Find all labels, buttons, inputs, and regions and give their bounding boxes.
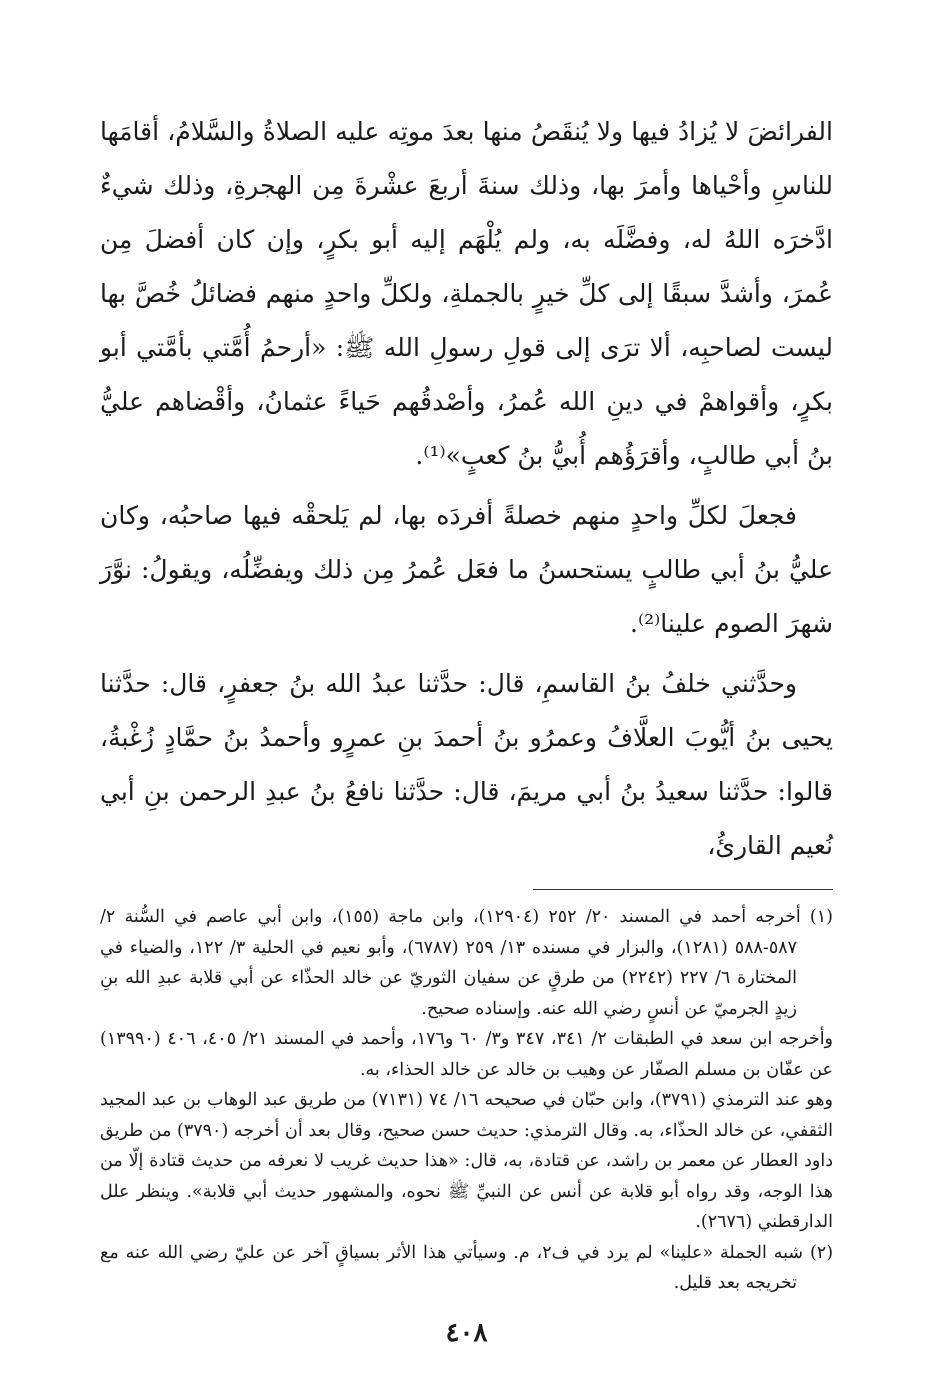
- paragraph-1: الفرائضَ لا يُزادُ فيها ولا يُنقَصُ منها بعدَ موتِه عليه الصلاةُ والسَّلامُ، أقامَها للناسِ وأحْياها وأمرَ بها، وذلك سنةَ أربعَ عشْرةَ مِن الهجرةِ، وذلك شيءٌ ادَّخرَه اللهُ له، وفضَّلَه به، ولم يُلْهَم إليه أبو بكرٍ، وإن كان أفضلَ مِن عُمرَ، وأشدَّ سبقًا إلى كلِّ خيرٍ بالجملةِ، ولكلِّ واحدٍ منهم فضائلُ خُصَّ بها ليست لصاحبِه، ألا ترَى إلى قولِ رسولِ الله ﷺ: «أرحمُ أُمَّتي بأمَّتي أبو بكرٍ، وأقواهمْ في دينِ الله عُمرُ، وأصْدقُهم حَياءً عثمانُ، وأقْضاهم عليُّ بنُ أبي طالبٍ، وأقرَؤُهم أُبيُّ بنُ كعبٍ»⁽¹⁾.: [100, 117, 833, 470]
- footnote-1-continued-b: وهو عند الترمذي (٣٧٩١)، وابن حبّان في صحيحه ١٦/ ٧٤ (٧١٣١) من طريق عبد الوهاب بن عبد المجيد الثقفي، عن خالد الحذّاء، به. وقال الترمذي: حديث حسن صحيح، وقال بعد أن أخرجه (٣٧٩٠) من طريق داود العطار عن معمر بن راشد، عن قتادة، به، قال: «هذا حديث غريب لا نعرفه من حديث قتادة إلّا من هذا الوجه، وقد رواه أبو قلابة عن أنس عن النبيِّ ﷺ نحوه، والمشهور حديث أبي قلابة». وينظر علل الدارقطني (٢٦٧٦).: [100, 1090, 834, 1232]
- footnote-1: (١) أخرجه أحمد في المسند ٢٠/ ٢٥٢ (١٢٩٠٤)، وابن ماجة (١٥٥)، وابن أبي عاصم في السُّنة ٢/ ٥٨٧-٥٨٨ (١٢٨١)، والبزار في مسنده ١٣/ ٢٥٩ (٦٧٨٧)، وأبو نعيم في الحلية ٣/ ١٢٢، والضياء في المختارة ٦/ ٢٢٧ (٢٢٤٢) من طرقٍ عن سفيان الثوريّ عن خالد الحذّاء عن أبي قلابة عبدِ الله بنِ زيدٍ الجرميّ عن أنسٍ رضي الله عنه. وإسناده صحيح.: [100, 907, 833, 1019]
- footnote-divider: [533, 889, 833, 890]
- page-number: ٤٠٨: [445, 1318, 488, 1348]
- paragraph-2: فجعلَ لكلِّ واحدٍ منهم خصلةً أفردَه بها، لم يَلحقْه فيها صاحبُه، وكان عليُّ بنُ أبي طالبٍ يستحسنُ ما فعَل عُمرُ مِن ذلك ويفضِّلُه، ويقولُ: نوَّرَ شهرَ الصوم علينا⁽²⁾.: [100, 501, 833, 638]
- footnote-1-continued-a: وأخرجه ابن سعد في الطبقات ٢/ ٣٤١، ٣٤٧ و٣/ ٦٠ و١٧٦، وأحمد في المسند ٢١/ ٤٠٥، ٤٠٦ (١٣٩٩٠) عن عفّان بن مسلم الصفّار عن وهيب بن خالد عن خالد الحذاء، به.: [100, 1029, 834, 1080]
- footnote-2: (٢) شبه الجملة «علينا» لم يرد في ف٢، م. وسيأتي هذا الأثر بسياقٍ آخر عن عليّ رضي الله عنه مع تخريجه بعد قليل.: [100, 1242, 834, 1293]
- book-page: [100, 105, 833, 1299]
- main-text: [100, 105, 833, 873]
- paragraph-3: وحدَّثني خلفُ بنُ القاسمِ، قال: حدَّثنا عبدُ الله بنُ جعفرٍ، قال: حدَّثنا يحيى بنُ أيُّوبَ العلَّافُ وعمرُو بنُ أحمدَ بنِ عمرٍو وأحمدُ بنُ حمَّادٍ زُغْبةُ، قالوا: حدَّثنا سعيدُ بنُ أبي مريمَ، قال: حدَّثنا نافعُ بنُ عبدِ الرحمن بنِ أبي نُعيم القارئُ،: [100, 669, 833, 860]
- footnotes: [100, 902, 833, 1299]
